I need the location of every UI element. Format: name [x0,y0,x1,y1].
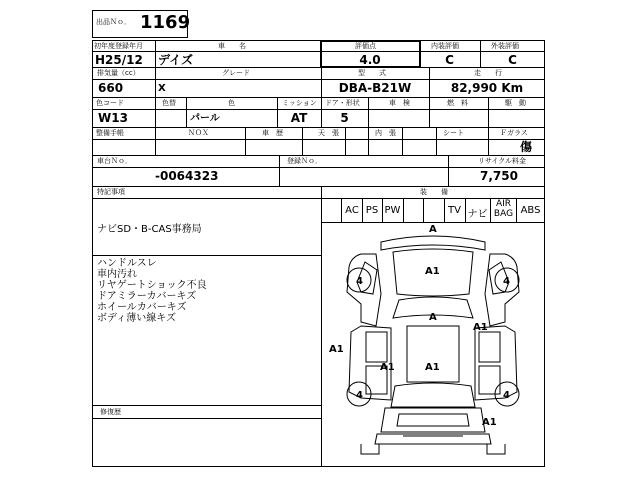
equip-ac: AC [345,205,359,216]
inspection-label: 車 検 [389,99,410,107]
ceiling-label: 天 張 [318,129,339,137]
mission-label: ミッション [282,99,317,107]
equip-navi: ナビ [467,209,488,220]
equip-pw: PW [384,205,401,216]
mileage: 82,990 Km [450,81,524,95]
lining-label: 内 張 [375,129,396,137]
model-label: 型 式 [358,69,386,77]
fuel-label: 燃 料 [447,99,468,107]
recycle-fee-label: リサイクル料金 [478,157,527,165]
mileage-label: 走 行 [474,69,502,77]
first-registration: H25/12 [95,53,143,67]
mark-front-right-wheel: 4 [503,276,510,287]
mark-roof-front: A [429,312,437,323]
door-shape-label: ドア・形状 [325,99,360,107]
color-label: 色 [228,99,235,107]
mark-left-rear-door: A1 [380,362,395,373]
equipment-label: 装 備 [420,188,448,196]
equip-ps: PS [365,205,379,216]
mark-roof: A1 [425,362,440,373]
equip-tv: TV [448,205,461,216]
registration-label: 登録Ｎｏ． [287,157,322,165]
year-label: 初年度登録年月 [94,42,143,50]
note-item: ドアミラーカバーキズ [97,291,197,302]
nox-label: ＮＯＸ [188,129,209,137]
equip-abs: ABS [520,205,541,216]
note-item: 車内汚れ [97,269,137,280]
score-label: 評価点 [355,42,376,50]
evaluation-score: 4.0 [359,53,381,67]
front-glass-value: 傷 [520,140,533,154]
interior-score: C [445,53,454,67]
mark-rear-right-wheel: 4 [503,390,510,401]
equip-airbag: AIR BAG [493,199,514,219]
chassis-number: -0064323 [155,169,219,183]
front-glass-label: Ｆガラス [500,129,528,137]
lot-number-label: 出品Ｎｏ． [96,18,131,26]
interior-score-label: 内装評価 [431,42,459,50]
seat-label: シート [443,129,464,137]
grade: X [158,83,166,94]
car-name-label: 車 名 [218,42,246,50]
displacement-label: 排気量（cc） [97,69,140,77]
mark-right-front-door: A1 [473,322,488,333]
mark-left-side: A1 [329,344,344,355]
notes-navi: ナビSD・B-CAS事務局 [97,224,202,235]
chassis-label: 車台Ｎｏ． [97,157,132,165]
mark-right-rear-panel: A1 [482,417,497,428]
car-name: デイズ [158,53,194,67]
grade-label: グレード [222,69,250,77]
note-item: ホイールカバーキズ [97,302,187,313]
color-change-label: 色替 [162,99,176,107]
color-code-label: 色コード [96,99,124,107]
car-damage-diagram [321,222,545,467]
mark-hood: A1 [425,266,440,277]
recycle-fee: 7,750 [480,169,518,183]
lot-number: 1169 [140,12,191,33]
exterior-score: C [508,53,517,67]
notes-label: 特記事項 [97,188,125,196]
color-value: パール [190,113,220,124]
doors: 5 [340,111,349,125]
service-manual-label: 整備手帳 [96,129,124,137]
mark-rear-left-wheel: 4 [356,390,363,401]
mark-front-bumper: A [429,224,437,235]
repair-history-label: 修復歴 [100,408,121,416]
note-item: ハンドルスレ [97,258,157,269]
model-code: DBA-B21W [338,81,412,95]
mark-front-left-wheel: 4 [356,276,363,287]
drive-label: 駆 動 [505,99,526,107]
color-code: W13 [98,111,128,125]
displacement: 660 [98,81,124,95]
exterior-score-label: 外装評価 [491,42,519,50]
mission: AT [290,111,308,125]
history-label: 車 歴 [262,129,283,137]
note-item: リヤゲートショック不良 [97,280,207,291]
note-item: ボディ薄い線キズ [97,313,176,324]
